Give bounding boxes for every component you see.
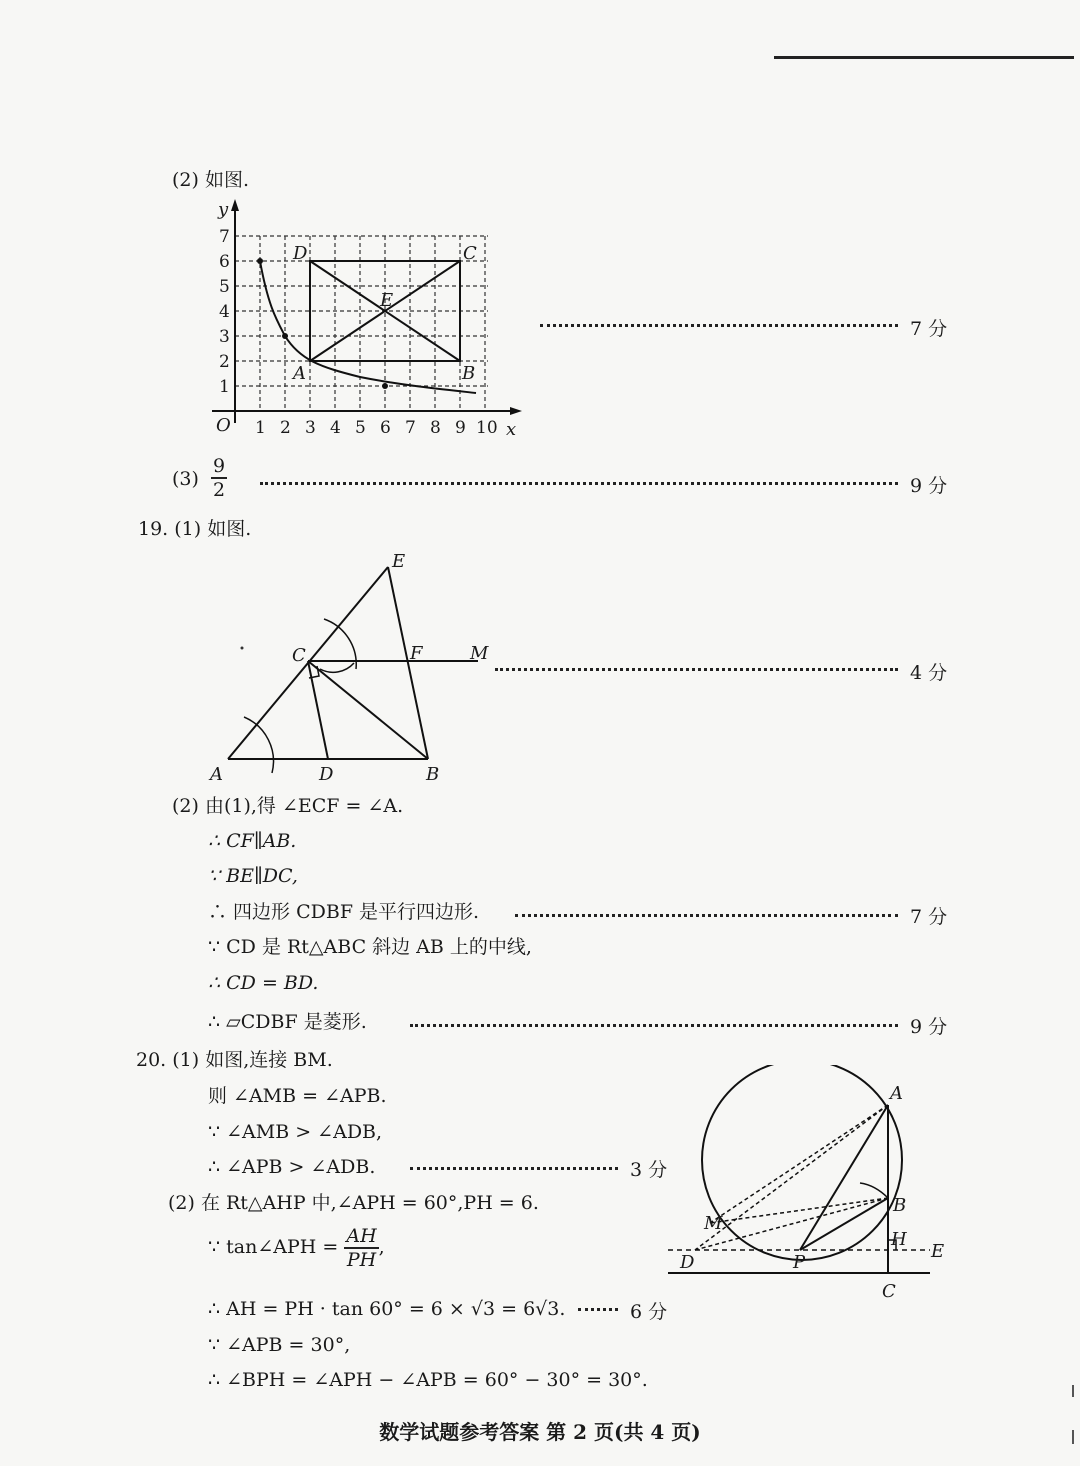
x-tick: 5 xyxy=(355,418,366,438)
y-tick: 4 xyxy=(219,302,230,322)
header-rule xyxy=(774,56,1074,59)
q19-score-7: 7 分 xyxy=(910,906,948,928)
q18-coordinate-graph xyxy=(200,195,530,445)
y-tick: 3 xyxy=(219,327,230,347)
edge-mark xyxy=(1072,1430,1074,1444)
q19-line-5: ∵ CD 是 Rt△ABC 斜边 AB 上的中线, xyxy=(208,936,532,958)
x-tick: 1 xyxy=(255,418,266,438)
point-label-b: B xyxy=(426,764,440,785)
q19-line-2: ∴ CF∥AB. xyxy=(208,830,297,852)
y-tick: 6 xyxy=(219,252,230,272)
q19-line-3: ∵ BE∥DC, xyxy=(208,865,298,887)
point-label-e: E xyxy=(931,1241,945,1262)
arc-b xyxy=(860,1183,888,1198)
point-label-d: D xyxy=(319,764,334,785)
point-label-c: C xyxy=(882,1281,896,1302)
q20-line-2: 则 ∠AMB = ∠APB. xyxy=(208,1085,387,1107)
x-tick: 10 xyxy=(476,418,498,438)
x-tick: 7 xyxy=(405,418,416,438)
q18-p3-leader-dots xyxy=(260,482,898,485)
curve-point xyxy=(257,258,263,264)
q18-p2-leader-dots xyxy=(540,324,898,327)
q19-line-7: ∴ ▱CDBF 是菱形. xyxy=(208,1011,367,1033)
point-label-d: D xyxy=(680,1252,695,1273)
point-label-a: A xyxy=(210,764,223,785)
point-label-a: A xyxy=(293,363,306,384)
q19-p1-score: 4 分 xyxy=(910,662,948,684)
q20-line-5: (2) 在 Rt△AHP 中,∠APH = 60°,PH = 6. xyxy=(168,1192,539,1214)
point-label-c: C xyxy=(292,645,306,666)
q19-line-1: (2) 由(1),得 ∠ECF = ∠A. xyxy=(172,795,404,817)
q20-score-3: 3 分 xyxy=(630,1159,668,1181)
x-axis-label: x xyxy=(506,419,517,440)
q20-score-6: 6 分 xyxy=(630,1301,668,1323)
q20-line-4: ∴ ∠APB > ∠ADB. xyxy=(208,1156,376,1178)
segment-bp xyxy=(800,1198,888,1250)
construction-arc xyxy=(244,717,273,773)
q20-line-1: 20. (1) 如图,连接 BM. xyxy=(136,1049,333,1071)
point-label-b: B xyxy=(462,363,476,384)
q20-point-labels xyxy=(679,1083,944,1302)
q19-line-4: ∴ 四边形 CDBF 是平行四边形. xyxy=(208,901,480,923)
q18-part3-label: (3) xyxy=(172,468,199,490)
y-tick: 7 xyxy=(219,227,230,247)
q20-line-3: ∵ ∠AMB > ∠ADB, xyxy=(208,1121,383,1143)
point-label-a: A xyxy=(890,1083,903,1104)
point-label-e: E xyxy=(380,290,394,311)
dashed-am xyxy=(710,1105,888,1223)
y-tick: 5 xyxy=(219,277,230,297)
curve-point xyxy=(382,383,388,389)
x-tick: 2 xyxy=(280,418,291,438)
x-tick: 3 xyxy=(305,418,316,438)
q19-7pt-leader-dots xyxy=(515,914,898,917)
graph-grid xyxy=(235,236,488,411)
q18-p2-score: 7 分 xyxy=(910,318,948,340)
y-axis-label: y xyxy=(218,199,229,220)
x-tick-labels xyxy=(255,418,498,438)
circle xyxy=(702,1065,902,1260)
x-tick: 9 xyxy=(455,418,466,438)
edge-mark xyxy=(1072,1385,1074,1397)
origin-label: O xyxy=(216,415,231,436)
point-label-c: C xyxy=(463,243,477,264)
tan-numerator: AH xyxy=(346,1225,377,1247)
q20-6pt-leader-dots xyxy=(578,1308,618,1311)
q20-line-9: ∴ ∠BPH = ∠APH − ∠APB = 60° − 30° = 30°. xyxy=(208,1369,648,1391)
point-label-m: M xyxy=(704,1213,723,1234)
q19-line-6: ∴ CD = BD. xyxy=(208,972,319,994)
tan-denominator: PH xyxy=(346,1249,377,1271)
point-label-e: E xyxy=(392,551,406,572)
fraction-numerator: 9 xyxy=(213,455,226,477)
q20-3pt-leader-dots xyxy=(410,1167,618,1170)
q18-part2-label: (2) 如图. xyxy=(172,169,249,191)
point-label-d: D xyxy=(293,243,308,264)
point-label-p: P xyxy=(793,1252,806,1273)
point-label-m: M xyxy=(470,643,489,664)
y-tick: 2 xyxy=(219,352,230,372)
y-tick-labels xyxy=(219,227,230,397)
q19-9pt-leader-dots xyxy=(410,1024,898,1027)
stray-dot xyxy=(241,647,244,650)
q18-part3-fraction xyxy=(211,455,227,501)
q18-p3-score: 9 分 xyxy=(910,475,948,497)
point-label-b: B xyxy=(893,1195,907,1216)
q20-circle-figure xyxy=(660,1065,950,1305)
tan-fraction xyxy=(344,1225,378,1271)
q19-part1-label: 19. (1) 如图. xyxy=(138,518,252,540)
x-tick: 4 xyxy=(330,418,341,438)
page-footer: 数学试题参考答案 第 2 页(共 4 页) xyxy=(379,1420,701,1444)
curve-point xyxy=(282,333,288,339)
rectangle-abcd xyxy=(310,261,460,361)
point-label-f: F xyxy=(410,643,423,664)
q19-p1-leader-dots xyxy=(495,668,898,671)
x-tick: 8 xyxy=(430,418,441,438)
x-tick: 6 xyxy=(380,418,391,438)
q20-line-8: ∵ ∠APB = 30°, xyxy=(208,1334,351,1356)
tan-tail: , xyxy=(378,1236,385,1258)
q19-score-9: 9 分 xyxy=(910,1016,948,1038)
q19-triangle-figure xyxy=(200,545,500,790)
construction-arc xyxy=(320,663,354,672)
y-tick: 1 xyxy=(219,377,230,397)
q20-line-6 xyxy=(208,1225,385,1271)
fraction-denominator: 2 xyxy=(213,479,226,501)
tan-prefix: ∵ tan∠APH = xyxy=(208,1236,339,1258)
point-label-h: H xyxy=(891,1229,907,1250)
rect-point-labels xyxy=(291,243,477,384)
dashed-ad xyxy=(695,1105,888,1250)
q20-line-7: ∴ AH = PH · tan 60° = 6 × √3 = 6√3. xyxy=(208,1298,566,1320)
